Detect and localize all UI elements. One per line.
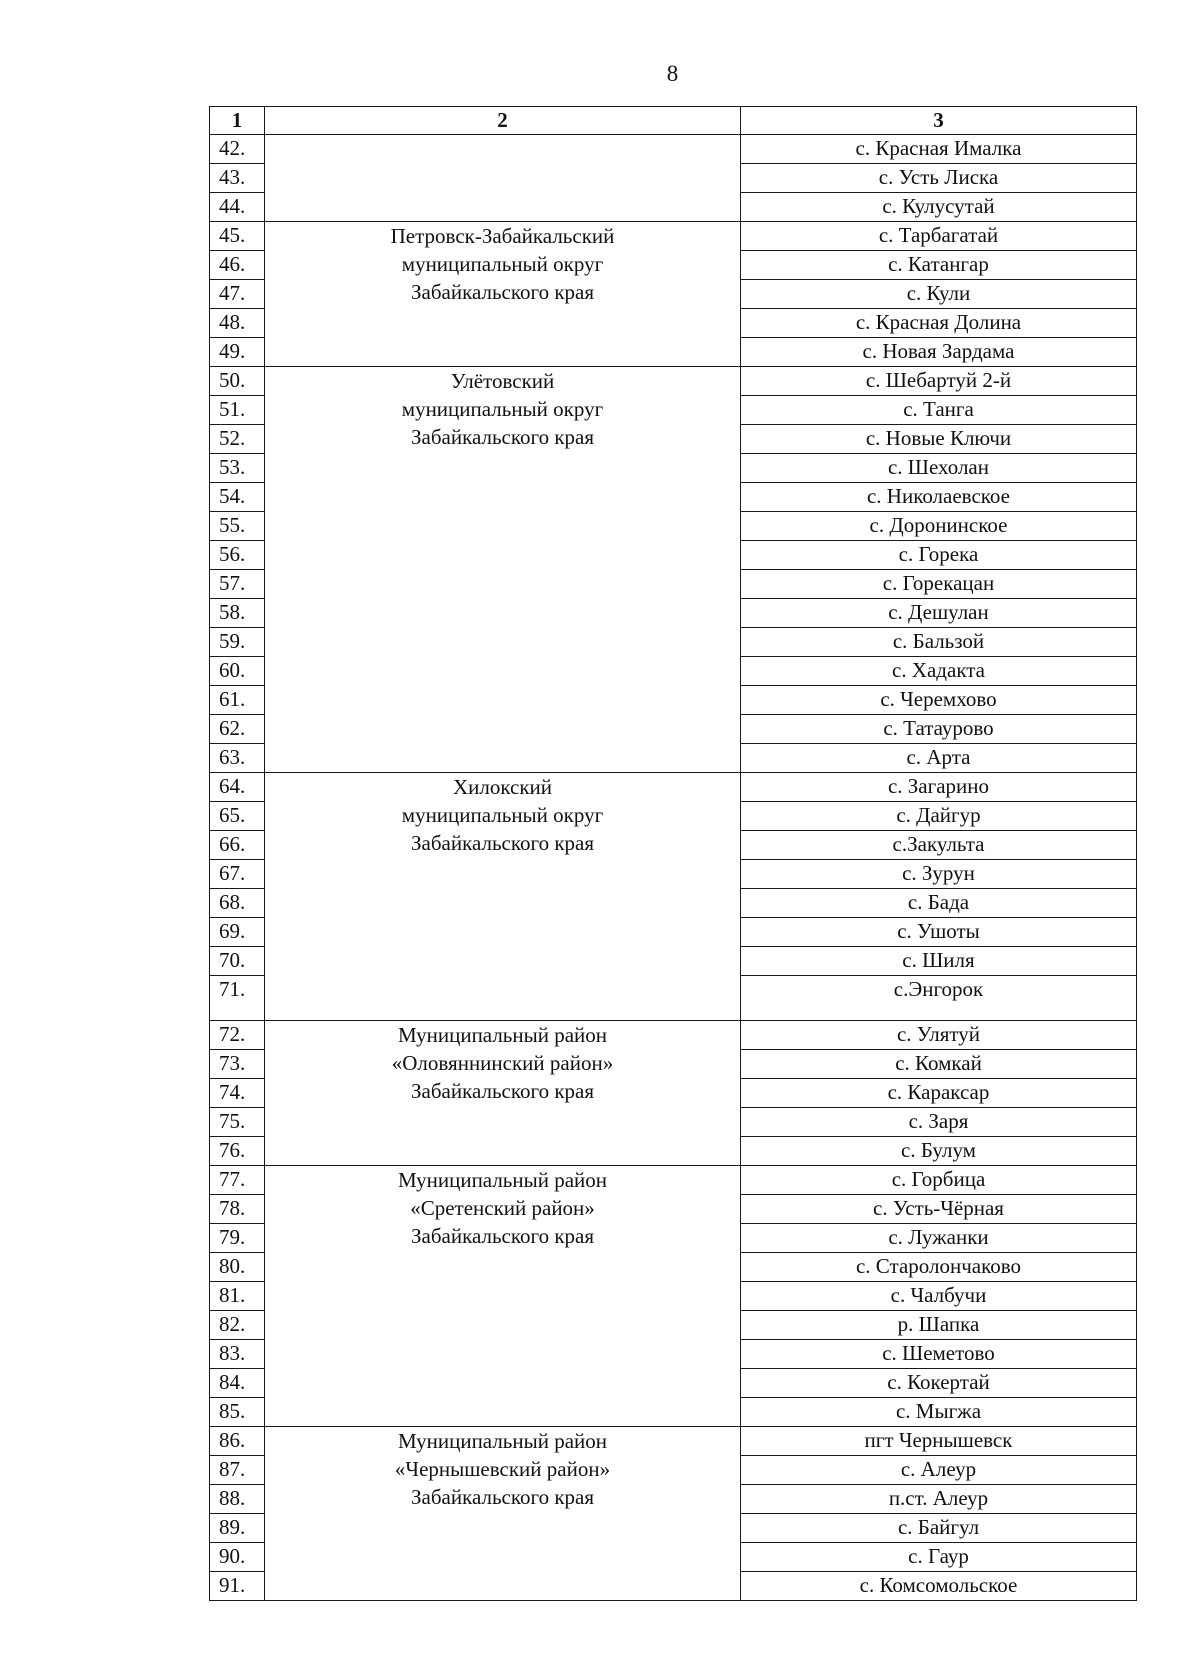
row-number: 55. <box>210 512 265 541</box>
row-number: 62. <box>210 715 265 744</box>
row-number: 46. <box>210 251 265 280</box>
row-number: 90. <box>210 1543 265 1572</box>
settlement-name: с. Мыгжа <box>741 1398 1137 1427</box>
column-header-municipality: 2 <box>265 107 741 135</box>
row-number: 68. <box>210 889 265 918</box>
settlement-name: с. Танга <box>741 396 1137 425</box>
row-number: 76. <box>210 1137 265 1166</box>
settlement-name: с. Горбица <box>741 1166 1137 1195</box>
municipality-name-line: муниципальный округ <box>401 397 604 421</box>
settlement-name: с. Байгул <box>741 1514 1137 1543</box>
row-number: 58. <box>210 599 265 628</box>
settlement-name: с. Хадакта <box>741 657 1137 686</box>
settlement-name: с. Татаурово <box>741 715 1137 744</box>
settlement-name: п.ст. Алеур <box>741 1485 1137 1514</box>
settlement-name: пгт Чернышевск <box>741 1427 1137 1456</box>
settlement-name: с. Шехолан <box>741 454 1137 483</box>
municipality-cell <box>265 1021 741 1166</box>
row-number: 89. <box>210 1514 265 1543</box>
municipality-name-line: Муниципальный район <box>397 1023 608 1047</box>
column-header-number: 1 <box>210 107 265 135</box>
row-number: 82. <box>210 1311 265 1340</box>
settlement-name: с. Бальзой <box>741 628 1137 657</box>
row-number: 49. <box>210 338 265 367</box>
municipality-name-line: Забайкальского края <box>410 280 594 304</box>
row-number: 45. <box>210 222 265 251</box>
row-number: 85. <box>210 1398 265 1427</box>
settlement-name: с. Красная Долина <box>741 309 1137 338</box>
municipality-name-line: «Чернышевский район» <box>394 1457 611 1481</box>
settlement-name: с. Дешулан <box>741 599 1137 628</box>
settlement-name: с. Лужанки <box>741 1224 1137 1253</box>
settlement-name: с. Новые Ключи <box>741 425 1137 454</box>
row-number: 91. <box>210 1572 265 1601</box>
settlement-name: с. Шеметово <box>741 1340 1137 1369</box>
row-number: 87. <box>210 1456 265 1485</box>
settlement-name: с. Кулусутай <box>741 193 1137 222</box>
municipality-name-line: Хилокский <box>452 775 553 799</box>
municipality-name-line: Забайкальского края <box>410 831 594 855</box>
settlement-name: с. Булум <box>741 1137 1137 1166</box>
table-row <box>210 1021 1137 1050</box>
municipality-name-line: муниципальный округ <box>401 252 604 276</box>
settlement-name: с.Закульта <box>741 831 1137 860</box>
table-row <box>210 135 1137 164</box>
table-row <box>210 1427 1137 1456</box>
page-number: 8 <box>666 61 679 86</box>
municipality-name-line: Муниципальный район <box>397 1429 608 1453</box>
table-row <box>210 222 1137 251</box>
settlement-name: с. Катангар <box>741 251 1137 280</box>
row-number: 56. <box>210 541 265 570</box>
settlement-name: с. Тарбагатай <box>741 222 1137 251</box>
row-number: 72. <box>210 1021 265 1050</box>
row-number: 81. <box>210 1282 265 1311</box>
table-body <box>210 135 1137 1601</box>
row-number: 78. <box>210 1195 265 1224</box>
settlement-name: р. Шапка <box>741 1311 1137 1340</box>
row-number: 64. <box>210 773 265 802</box>
municipality-name-line: Муниципальный район <box>397 1168 608 1192</box>
municipality-name-line: муниципальный округ <box>401 803 604 827</box>
settlement-name: с. Алеур <box>741 1456 1137 1485</box>
settlement-name: с. Чалбучи <box>741 1282 1137 1311</box>
settlement-name: с. Улятуй <box>741 1021 1137 1050</box>
settlement-name: с. Гаур <box>741 1543 1137 1572</box>
table-row <box>210 773 1137 802</box>
row-number: 63. <box>210 744 265 773</box>
settlement-name: с. Усть-Чёрная <box>741 1195 1137 1224</box>
settlement-name: с. Старолончаково <box>741 1253 1137 1282</box>
settlement-name: с. Черемхово <box>741 686 1137 715</box>
settlement-name: с. Ушоты <box>741 918 1137 947</box>
municipality-name-line: «Оловяннинский район» <box>391 1051 614 1075</box>
settlement-name: с. Караксар <box>741 1079 1137 1108</box>
row-number: 47. <box>210 280 265 309</box>
row-number: 66. <box>210 831 265 860</box>
settlement-name: с. Кули <box>741 280 1137 309</box>
settlement-name: с. Комкай <box>741 1050 1137 1079</box>
row-number: 53. <box>210 454 265 483</box>
settlements-table <box>209 106 1137 1601</box>
row-number: 79. <box>210 1224 265 1253</box>
row-number: 88. <box>210 1485 265 1514</box>
municipality-cell <box>265 135 741 222</box>
settlement-name: с. Бада <box>741 889 1137 918</box>
municipality-name-line: Забайкальского края <box>410 1224 594 1248</box>
row-number: 52. <box>210 425 265 454</box>
municipality-name-line: Петровск-Забайкальский <box>390 224 615 248</box>
municipality-cell <box>265 222 741 367</box>
row-number: 77. <box>210 1166 265 1195</box>
row-number: 80. <box>210 1253 265 1282</box>
row-number: 86. <box>210 1427 265 1456</box>
column-header-settlement: 3 <box>741 107 1137 135</box>
settlement-name: с. Горека <box>741 541 1137 570</box>
row-number: 48. <box>210 309 265 338</box>
settlement-name: с. Загарино <box>741 773 1137 802</box>
row-number: 65. <box>210 802 265 831</box>
settlement-name: с. Новая Зардама <box>741 338 1137 367</box>
row-number: 51. <box>210 396 265 425</box>
table-row <box>210 367 1137 396</box>
row-number: 71. <box>210 976 265 1021</box>
settlement-name: с. Шиля <box>741 947 1137 976</box>
municipality-cell <box>265 1166 741 1427</box>
municipality-cell <box>265 773 741 1021</box>
settlement-name: с.Энгорок <box>741 976 1137 1021</box>
municipality-cell <box>265 1427 741 1601</box>
row-number: 60. <box>210 657 265 686</box>
row-number: 54. <box>210 483 265 512</box>
settlement-name: с. Горекацан <box>741 570 1137 599</box>
settlement-name: с. Зурун <box>741 860 1137 889</box>
table-header-row <box>210 107 1137 135</box>
settlement-name: с. Дайгур <box>741 802 1137 831</box>
row-number: 84. <box>210 1369 265 1398</box>
row-number: 83. <box>210 1340 265 1369</box>
settlement-name: с. Кокертай <box>741 1369 1137 1398</box>
municipality-cell <box>265 367 741 773</box>
municipality-name-line: Забайкальского края <box>410 1485 594 1509</box>
municipality-name-line: Забайкальского края <box>410 1079 594 1103</box>
row-number: 75. <box>210 1108 265 1137</box>
settlement-name: с. Арта <box>741 744 1137 773</box>
row-number: 50. <box>210 367 265 396</box>
municipality-name-line: Улётовский <box>450 369 555 393</box>
settlement-name: с. Заря <box>741 1108 1137 1137</box>
row-number: 74. <box>210 1079 265 1108</box>
row-number: 73. <box>210 1050 265 1079</box>
row-number: 43. <box>210 164 265 193</box>
settlement-name: с. Усть Лиска <box>741 164 1137 193</box>
row-number: 42. <box>210 135 265 164</box>
settlement-name: с. Доронинское <box>741 512 1137 541</box>
row-number: 59. <box>210 628 265 657</box>
row-number: 67. <box>210 860 265 889</box>
settlement-name: с. Красная Ималка <box>741 135 1137 164</box>
row-number: 57. <box>210 570 265 599</box>
settlement-name: с. Николаевское <box>741 483 1137 512</box>
row-number: 70. <box>210 947 265 976</box>
row-number: 61. <box>210 686 265 715</box>
municipality-name-line: «Сретенский район» <box>410 1196 595 1220</box>
settlement-name: с. Шебартуй 2-й <box>741 367 1137 396</box>
row-number: 69. <box>210 918 265 947</box>
municipality-name-line: Забайкальского края <box>410 425 594 449</box>
row-number: 44. <box>210 193 265 222</box>
table-row <box>210 1166 1137 1195</box>
settlement-name: с. Комсомольское <box>741 1572 1137 1601</box>
